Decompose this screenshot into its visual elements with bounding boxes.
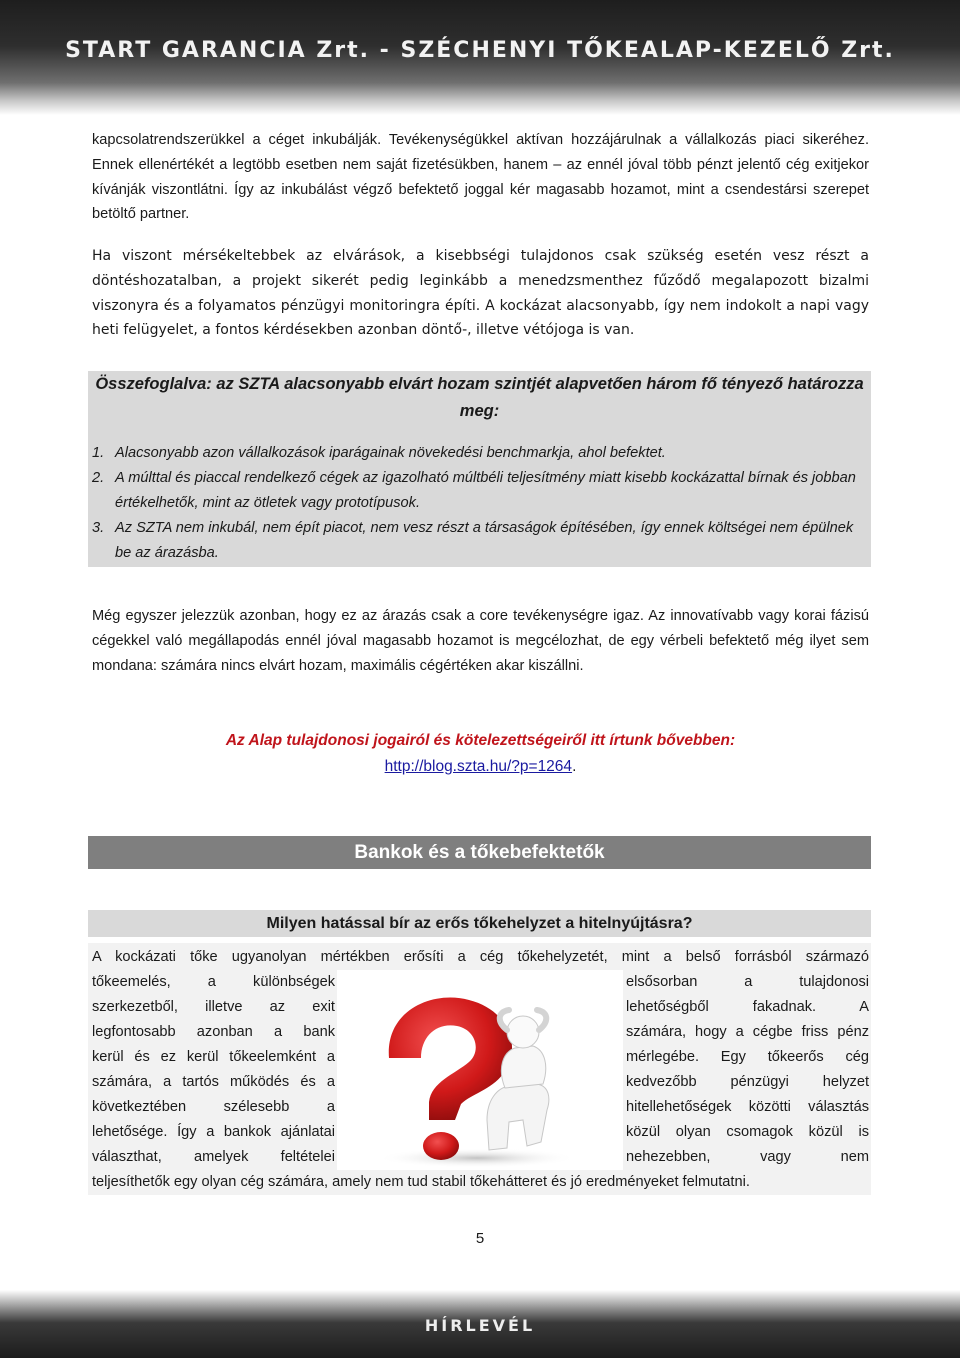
paragraph-4-left-line: kerül és ez kerül tőkeelemként a xyxy=(92,1049,335,1065)
paragraph-4-left-line: tőkeemelés, a különbségek xyxy=(92,974,335,990)
list-text: Az SZTA nem inkubál, nem épít piacot, nem vesz részt a társaságok építésében, így ennek költségei nem épülnek be az árazásba. xyxy=(115,520,854,561)
paragraph-4-left-line: választhat, amelyek feltételei xyxy=(92,1149,335,1165)
list-text: Alacsonyabb azon vállalkozások iparágainak növekedési benchmarkja, ahol befektet. xyxy=(115,445,666,461)
paragraph-4-right-line: lehetőségből fakadnak. A xyxy=(626,999,869,1015)
paragraph-4-right-line: hitellehetőségek közötti választás xyxy=(626,1099,869,1115)
section-heading: Bankok és a tőkebefektetők xyxy=(88,836,871,869)
paragraph-4-left-line: szerkezetből, illetve az exit xyxy=(92,999,335,1015)
section-subheading: Milyen hatással bír az erős tőkehelyzet a hitelnyújtásra? xyxy=(88,910,871,937)
link-block xyxy=(92,728,869,780)
paragraph-4-left-line: következtében szélesebb a xyxy=(92,1099,335,1115)
paragraph-4-left-line: legfontosabb azonban a bank xyxy=(92,1024,335,1040)
link-trailing: . xyxy=(572,758,577,775)
summary-title: Összefoglalva: az SZTA alacsonyabb elvárt hozam szintjét alapvetően három fő tényező határozza meg: xyxy=(95,375,864,420)
blog-link[interactable]: http://blog.szta.hu/?p=1264 xyxy=(384,758,573,775)
list-number: 2. xyxy=(92,470,105,486)
paragraph-4-last-line: teljesíthetők egy olyan cég számára, amely nem tud stabil tőkehátteret és jó eredményeket felmutatni. xyxy=(92,1174,750,1190)
paragraph-1: kapcsolatrendszerükkel a céget inkubálják. Tevékenységükkel aktívan hozzájárulnak a vállalkozás piaci sikeréhez. Ennek ellenértékét a legtöbb esetben nem saját fizetésükben, hanem – az ennél jóval több pénzt jelentő cég exitjekor kívánják viszontlátni. Így az inkubálást végző befektető joggal kér magasabb hozamot, mint a csendestársi szerepet betöltő partner. xyxy=(92,132,869,223)
paragraph-4-right-line: mérlegébe. Egy tőkeerős cég xyxy=(626,1049,869,1065)
link-intro: Az Alap tulajdonosi jogairól és kötelezettségeiről itt írtunk bővebben: xyxy=(225,732,736,749)
paragraph-4-right-line: nehezebben, vagy nem xyxy=(626,1149,869,1165)
paragraph-4-line: A kockázati tőke ugyanolyan mértékben erősíti a cég tőkehelyzetét, mint a belső forrásból származó xyxy=(92,949,869,965)
paragraph-4-right-line: közül olyan csomagok közül is xyxy=(626,1124,869,1140)
list-item xyxy=(92,516,868,566)
list-number: 3. xyxy=(92,520,105,536)
list-number: 1. xyxy=(92,445,105,461)
footer-title: HÍRLEVÉL xyxy=(424,1316,536,1335)
paragraph-4-left-line: lehetősége. Így a bankok ajánlatai xyxy=(92,1124,335,1140)
summary-list xyxy=(92,441,868,566)
paragraph-4-right-line: elsősorban a tulajdonosi xyxy=(626,974,869,990)
paragraph-3: Még egyszer jelezzük azonban, hogy ez az árazás csak a core tevékenységre igaz. Az innovatívabb vagy korai fázisú cégekkel való megállapodás ennél jóval magasabb hozamot is megcélozhat, de egy vérbeli befektető még ilyet sem mondana: számára nincs elvárt hozam, maximális cégértéken akar kiszállni. xyxy=(92,608,869,674)
list-text: A múlttal és piaccal rendelkező cégek az igazolható múltbéli teljesítmény miatt kisebb kockázattal bírnak és jobban értékelhetők, mint az ötletek vagy prototípusok. xyxy=(115,470,856,511)
summary-box xyxy=(88,371,871,567)
header-title: START GARANCIA Zrt. - SZÉCHENYI TŐKEALAP-KEZELŐ Zrt. xyxy=(65,38,895,63)
page-number: 5 xyxy=(475,1230,485,1247)
link-line xyxy=(92,754,869,780)
list-item xyxy=(92,441,868,466)
paragraph-4-left-line: számára, a tartós működés és a xyxy=(92,1074,335,1090)
question-mark-thinking-figure-icon xyxy=(337,970,623,1170)
paragraph-4-right-line: kedvezőbb pénzügyi helyzet xyxy=(626,1074,869,1090)
paragraph-2: Ha viszont mérsékeltebbek az elvárások, a kisebbségi tulajdonos csak szükség esetén vesz részt a döntéshozatalban, a projekt sikerét pedig leginkább a menedzsmenthez fűződő megalapozott bizalmi viszonyra és a folyamatos pénzügyi monitoringra építi. A kockázat alacsonyabb, így nem indokolt a napi vagy heti felügyelet, a fontos kérdésekben azonban döntő-, illetve vétójoga is van. xyxy=(92,248,869,339)
paragraph-4-right-line: számára, hogy a cégbe friss pénz xyxy=(626,1024,869,1040)
list-item xyxy=(92,466,868,516)
